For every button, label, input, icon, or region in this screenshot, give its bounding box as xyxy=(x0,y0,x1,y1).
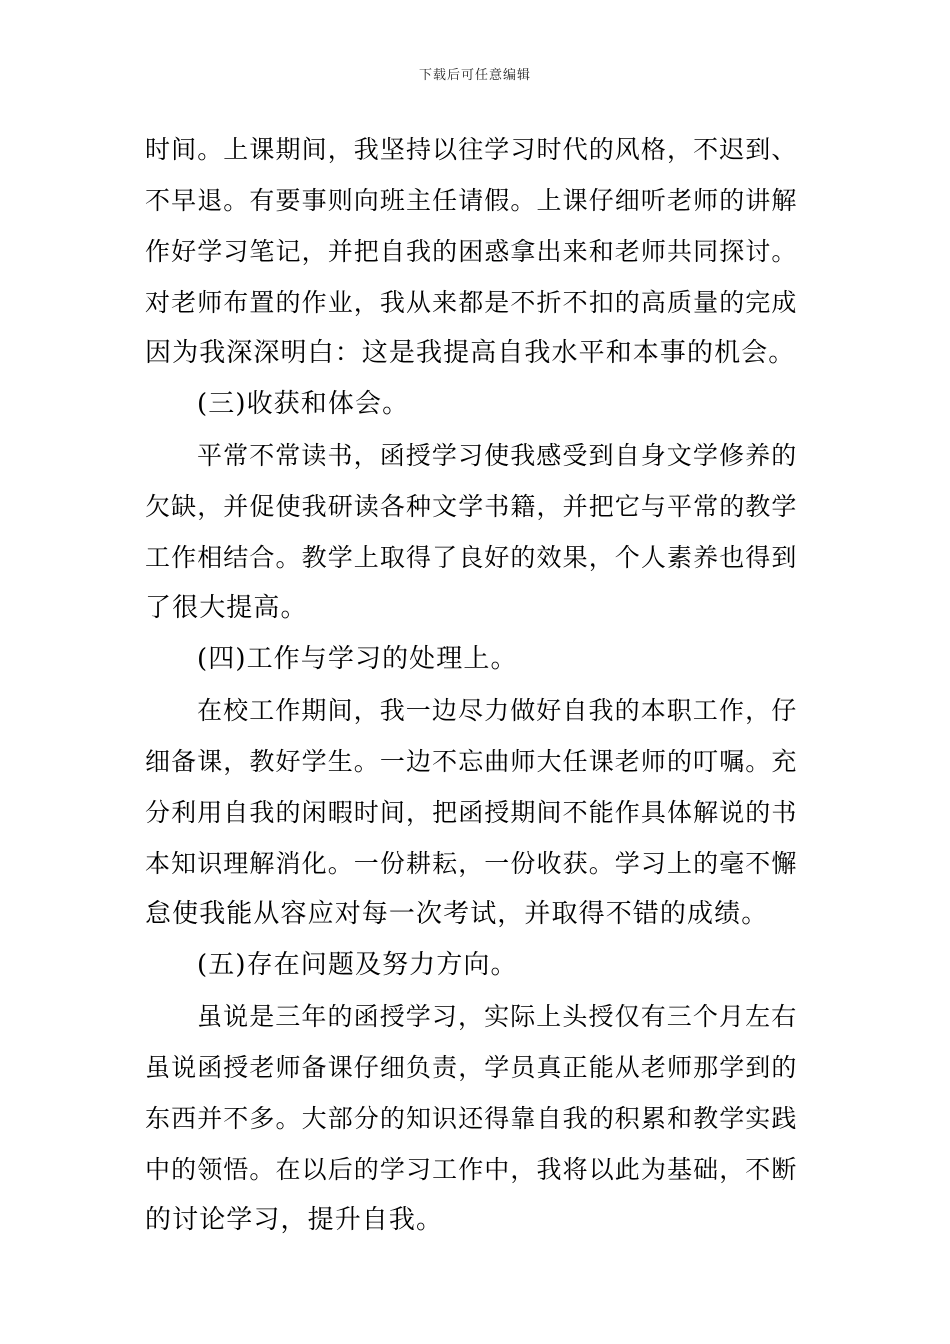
text-line: 分利用自我的闲暇时间，把函授期间不能作具体解说的书 xyxy=(145,798,798,827)
text-line: 在校工作期间，我一边尽力做好自我的本职工作，仔 xyxy=(197,696,798,725)
text-line: 时间。上课期间，我坚持以往学习时代的风格，不迟到、 xyxy=(145,135,798,164)
text-line: 本知识理解消化。一份耕耘，一份收获。学习上的毫不懈 xyxy=(145,849,798,878)
text-line: 怠使我能从容应对每一次考试，并取得不错的成绩。 xyxy=(145,899,769,929)
document-body xyxy=(145,124,807,1246)
text-line: 作好学习笔记，并把自我的困惑拿出来和老师共同探讨。 xyxy=(145,237,798,266)
text-line: 了很大提高。 xyxy=(145,593,308,623)
section-heading: (三)收获和体会。 xyxy=(197,389,410,419)
text-line: 虽说函授老师备课仔细负责，学员真正能从老师那学到的 xyxy=(145,1053,798,1082)
text-line: 欠缺，并促使我研读各种文学书籍，并把它与平常的教学 xyxy=(145,492,798,521)
text-line: 对老师布置的作业，我从来都是不折不扣的高质量的完成 xyxy=(145,288,798,317)
text-line: 的讨论学习，提升自我。 xyxy=(145,1205,444,1235)
text-line: 工作相结合。教学上取得了良好的效果，个人素养也得到 xyxy=(145,543,798,572)
section-heading: (五)存在问题及努力方向。 xyxy=(197,950,518,980)
text-line: 东西并不多。大部分的知识还得靠自我的积累和教学实践 xyxy=(145,1104,798,1133)
text-line: 虽说是三年的函授学习，实际上头授仅有三个月左右 xyxy=(197,1002,798,1031)
text-line: 不早退。有要事则向班主任请假。上课仔细听老师的讲解 xyxy=(145,186,798,215)
text-line: 平常不常读书，函授学习使我感受到自身文学修养的 xyxy=(197,441,798,470)
page-header: 下载后可任意编辑 xyxy=(418,68,531,83)
text-line: 细备课，教好学生。一边不忘曲师大任课老师的叮嘱。充 xyxy=(145,747,798,776)
text-line: 因为我深深明白：这是我提高自我水平和本事的机会。 xyxy=(145,338,796,368)
section-heading: (四)工作与学习的处理上。 xyxy=(197,644,518,674)
text-line: 中的领悟。在以后的学习工作中，我将以此为基础，不断 xyxy=(145,1155,798,1184)
